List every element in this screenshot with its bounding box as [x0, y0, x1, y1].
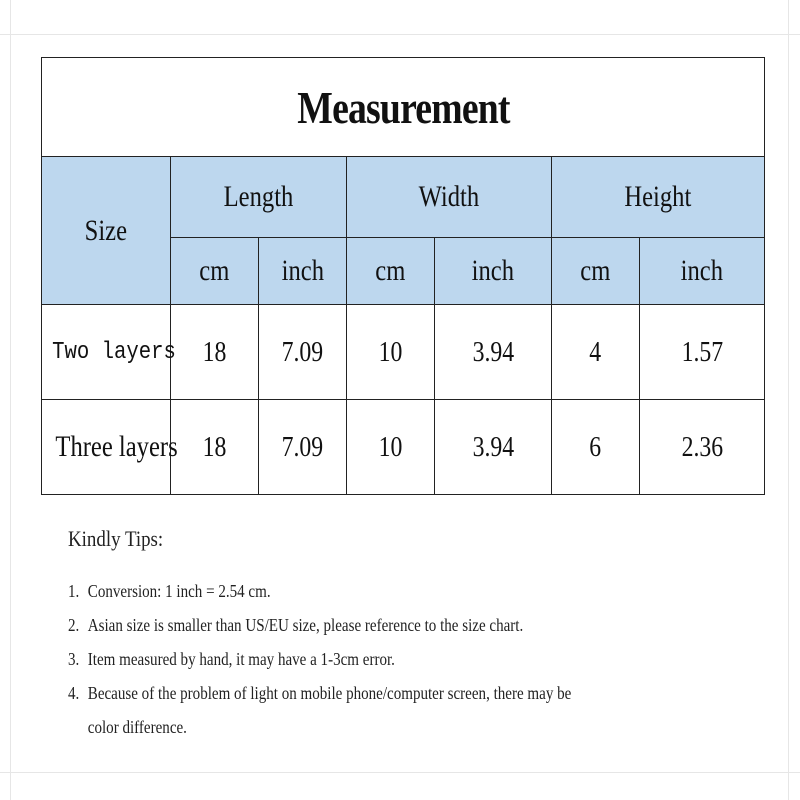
tip-text: Because of the problem of light on mobile phone/computer screen, there may be color difference.: [87, 683, 572, 737]
unit-label: inch: [680, 254, 724, 287]
value-cell: [171, 400, 259, 495]
list-item: [68, 642, 584, 676]
tips-list: [68, 574, 588, 744]
tip-number: 1.: [68, 581, 80, 601]
unit-cell: [552, 238, 640, 305]
height-header-cell: [552, 157, 765, 238]
row-label: Two layers: [52, 338, 176, 366]
tip-text: Conversion: 1 inch = 2.54 cm.: [87, 581, 271, 601]
cell-value: 1.57: [681, 335, 723, 368]
row-label-cell: [42, 305, 176, 400]
table-row: [42, 305, 765, 400]
unit-label: cm: [375, 254, 406, 287]
cell-value: 7.09: [281, 430, 324, 463]
size-header-cell: [42, 157, 171, 305]
unit-cell: [171, 238, 259, 305]
value-cell: [435, 400, 552, 495]
list-item: [68, 676, 584, 744]
unit-cell: [640, 238, 765, 305]
cell-value: 3.94: [472, 430, 514, 463]
length-header: Length: [223, 180, 294, 213]
list-item: [68, 574, 584, 608]
cell-value: 18: [202, 430, 227, 463]
unit-cell: [347, 238, 435, 305]
value-cell: [347, 305, 435, 400]
cell-value: 10: [378, 430, 403, 463]
width-header-cell: [347, 157, 552, 238]
guide-line-right: [788, 0, 789, 800]
cell-value: 6: [589, 430, 602, 463]
value-cell: [435, 305, 552, 400]
unit-cell: [435, 238, 552, 305]
tip-number: 3.: [68, 649, 80, 669]
table-title: Measurement: [296, 81, 510, 133]
table-row: [42, 400, 765, 495]
value-cell: [552, 400, 640, 495]
tip-number: 2.: [68, 615, 80, 635]
value-cell: [259, 400, 347, 495]
value-cell: [347, 400, 435, 495]
value-cell: [259, 305, 347, 400]
length-header-cell: [171, 157, 347, 238]
tip-text: Item measured by hand, it may have a 1-3cm error.: [87, 649, 395, 669]
measurement-table: [41, 57, 765, 495]
cell-value: 2.36: [681, 430, 723, 463]
tip-text: Asian size is smaller than US/EU size, please reference to the size chart.: [87, 615, 524, 635]
guide-line-left: [10, 0, 11, 800]
unit-label: cm: [580, 254, 611, 287]
cell-value: 18: [202, 335, 227, 368]
guide-line-bottom: [0, 772, 800, 773]
unit-cell: [259, 238, 347, 305]
value-cell: [552, 305, 640, 400]
cell-value: 4: [589, 335, 602, 368]
kindly-tips: [68, 526, 588, 744]
size-header: Size: [84, 213, 128, 247]
unit-label: cm: [199, 254, 230, 287]
height-header: Height: [624, 180, 692, 213]
guide-line-top: [0, 34, 800, 35]
row-label: Three layers: [55, 430, 178, 463]
cell-value: 7.09: [281, 335, 324, 368]
table-title-cell: [42, 58, 765, 157]
list-item: [68, 608, 584, 642]
value-cell: [171, 305, 259, 400]
tips-title: Kindly Tips:: [68, 526, 164, 551]
width-header: Width: [418, 180, 480, 213]
cell-value: 10: [378, 335, 403, 368]
cell-value: 3.94: [472, 335, 514, 368]
tip-number: 4.: [68, 683, 80, 703]
value-cell: [640, 305, 765, 400]
value-cell: [640, 400, 765, 495]
row-label-cell: [42, 400, 178, 495]
unit-label: inch: [471, 254, 515, 287]
unit-label: inch: [281, 254, 324, 287]
